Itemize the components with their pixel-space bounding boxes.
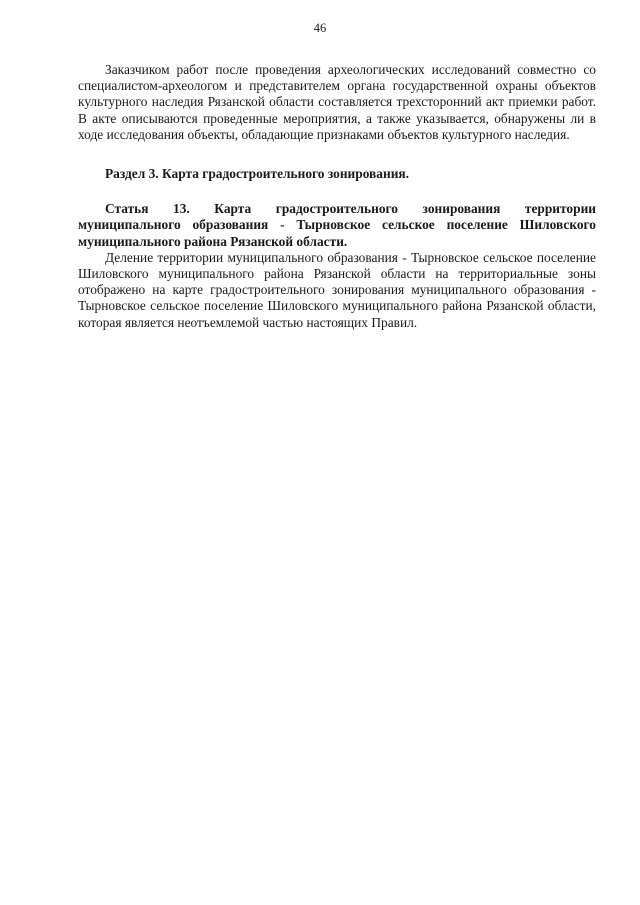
paragraph-zoning-map: Деление территории муниципального образования - Тырновское сельское поселение Шиловского муниципального района Рязанской области на территориальные зоны отображено на карте градостроительного зонирования муниципального образования - Тырновское сельское поселение Шиловского муниципального района Рязанской области, которая является неотъемлемой частью настоящих Правил. [78, 249, 596, 330]
paragraph-archaeology-act: Заказчиком работ после проведения археологических исследований совместно со специалистом-археологом и представителем органа государственной охраны объектов культурного наследия Рязанской области составляется трехсторонний акт приемки работ. В акте описываются проведенные мероприятия, а также указывается, обнаружены ли в ходе исследования объекты, обладающие признаками объектов культурного наследия. [78, 62, 596, 142]
article-title: Статья 13. Карта градостроительного зонирования территории муниципального образования - Тырновское сельское поселение Шиловского муниципального района Рязанской области. [78, 201, 596, 249]
section-title: Раздел 3. Карта градостроительного зонирования. [105, 166, 410, 182]
page-body [78, 62, 596, 331]
page-number: 46 [313, 21, 327, 35]
